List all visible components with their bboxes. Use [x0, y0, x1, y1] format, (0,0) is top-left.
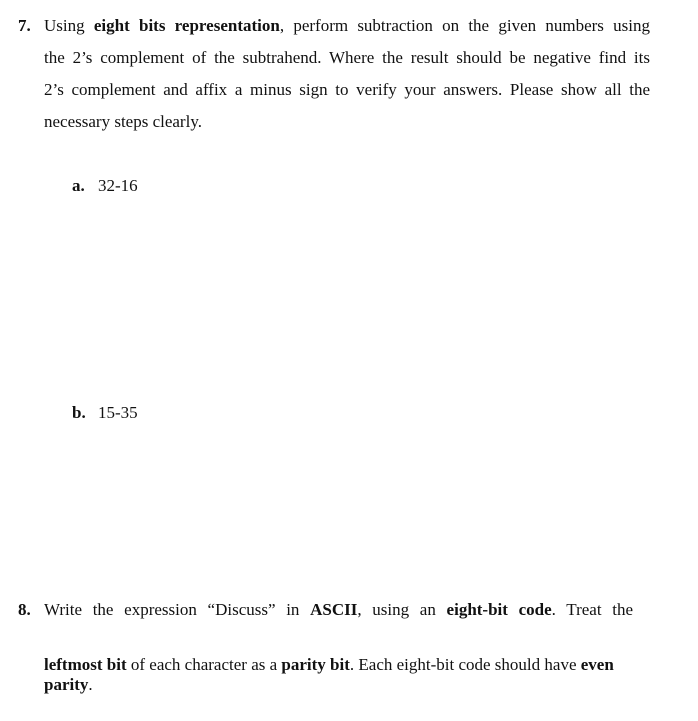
emphasis-ascii: ASCII: [310, 600, 358, 619]
item-a-expression: 32-16: [98, 176, 138, 195]
item-a-letter: a.: [72, 176, 85, 195]
question-7-line-4: necessary steps clearly.: [44, 112, 202, 131]
question-7-item-b: [72, 403, 138, 423]
item-b-expression: 15-35: [98, 403, 138, 422]
question-7-line-1: Using eight bits representation, perform subtraction on the given numbers using: [44, 16, 650, 35]
emphasis-leftmost-bit: leftmost bit: [44, 655, 127, 674]
emphasis-parity-bit: parity bit: [281, 655, 350, 674]
question-7-line-3: 2’s complement and affix a minus sign to verify your answers. Please show all the: [44, 80, 650, 99]
question-7-line-2: the 2’s complement of the subtrahend. Where the result should be negative find its: [44, 48, 650, 67]
emphasis-even: even: [580, 655, 614, 674]
question-8-line-2: leftmost bit of each character as a parity bit. Each eight-bit code should have even: [44, 655, 614, 674]
question-7-item-a: [72, 176, 138, 196]
emphasis-eight-bit-code: eight-bit code: [446, 600, 552, 619]
question-8-number: 8.: [18, 600, 31, 619]
emphasis-parity: parity: [44, 675, 89, 694]
question-8-line-3: parity.: [44, 675, 93, 694]
question-7-number: 7.: [18, 16, 31, 35]
question-8-line-1: Write the expression “Discuss” in ASCII, using an eight-bit code. Treat the: [44, 600, 634, 619]
emphasis-eight-bits-representation: eight bits representation: [93, 16, 280, 35]
item-b-letter: b.: [72, 403, 86, 422]
